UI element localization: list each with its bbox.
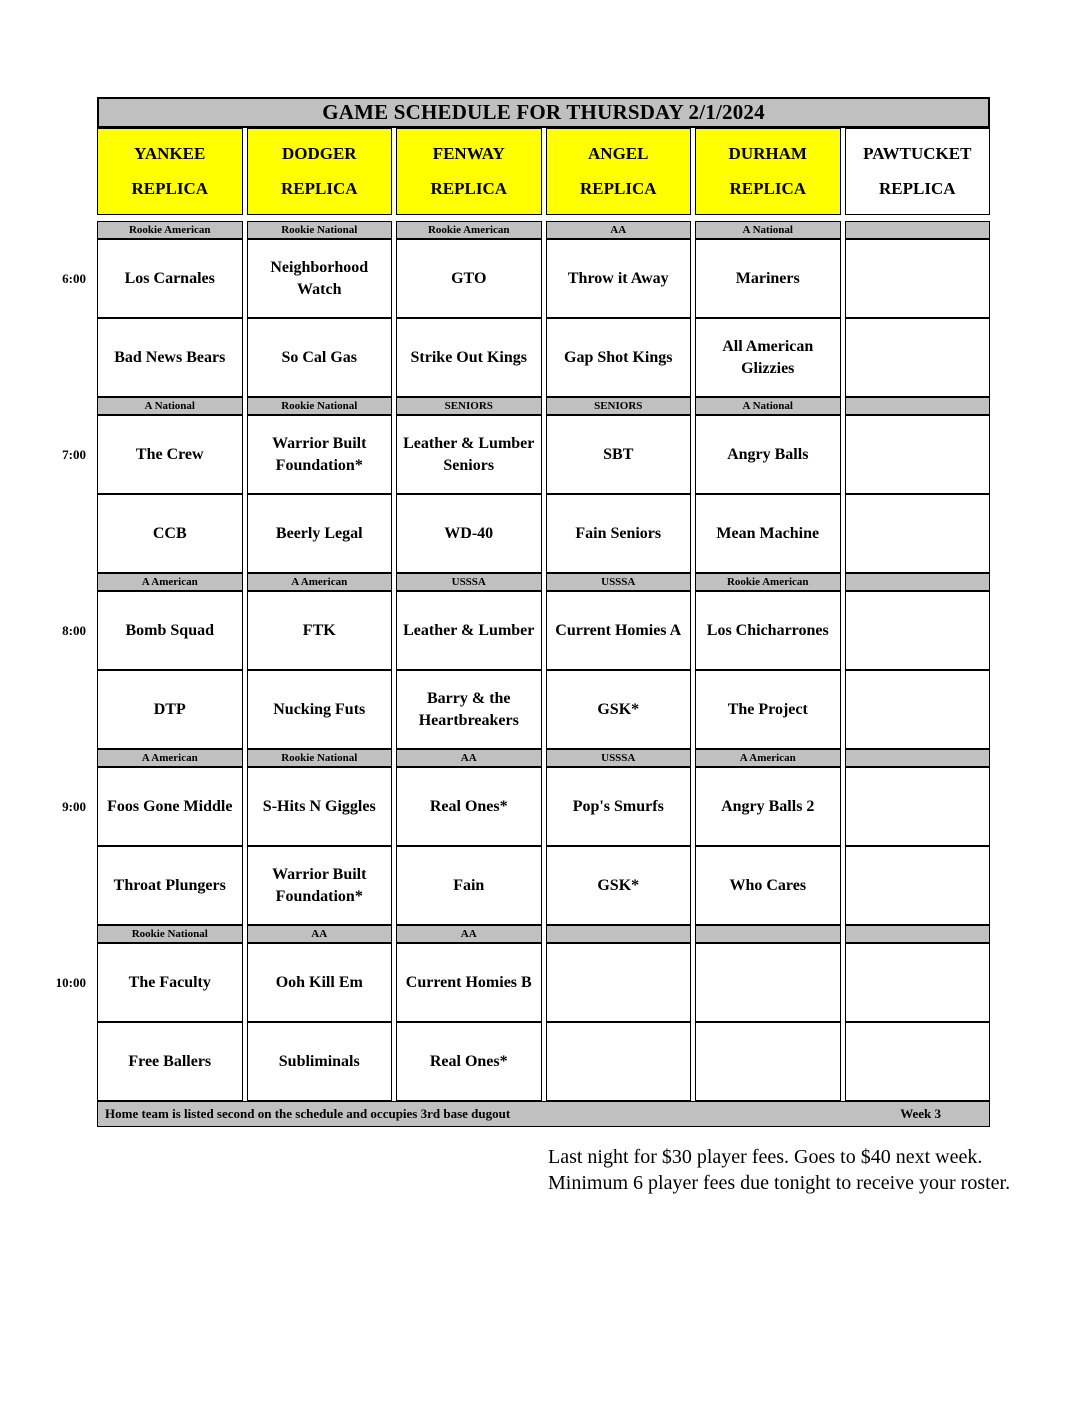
away-row-1000 — [97, 943, 990, 1022]
announcement — [548, 1144, 1048, 1196]
field-type: REPLICA — [430, 179, 507, 198]
away-row-700 — [97, 415, 990, 494]
team-cell — [845, 591, 991, 670]
team-cell — [845, 415, 991, 494]
team-cell: Throat Plungers — [97, 846, 243, 925]
team-cell: Nucking Futs — [247, 670, 393, 749]
division-cell — [845, 397, 991, 415]
footer-note: Home team is listed second on the schedule and occupies 3rd base dugout — [105, 1106, 511, 1121]
field-type: REPLICA — [579, 179, 657, 198]
team-cell: Pop's Smurfs — [546, 767, 692, 846]
team-cell — [845, 670, 991, 749]
time-label-8: 8:00 — [62, 623, 86, 638]
team-cell: Current Homies B — [396, 943, 542, 1022]
team-cell: Angry Balls — [695, 415, 841, 494]
team-cell: The Faculty — [97, 943, 243, 1022]
team-cell: Ooh Kill Em — [247, 943, 393, 1022]
announcement-line-2: Minimum 6 player fees due tonight to receive your roster. — [548, 1172, 1011, 1194]
division-cell: USSSA — [546, 573, 692, 591]
division-cell — [845, 221, 991, 239]
division-cell: Rookie American — [396, 221, 542, 239]
field-header-angel — [546, 128, 692, 215]
home-row-900 — [97, 846, 990, 925]
team-cell: FTK — [247, 591, 393, 670]
team-cell: Leather & Lumber — [396, 591, 542, 670]
team-cell — [546, 1022, 692, 1101]
division-cell: Rookie National — [247, 749, 393, 767]
division-cell: USSSA — [546, 749, 692, 767]
field-type: REPLICA — [878, 179, 956, 198]
team-cell: Real Ones* — [396, 1022, 542, 1101]
division-row-700 — [97, 397, 990, 415]
time-label-7: 7:00 — [62, 447, 86, 462]
division-cell: SENIORS — [546, 397, 692, 415]
field-header-durham — [695, 128, 841, 215]
team-cell: The Crew — [97, 415, 243, 494]
home-row-600 — [97, 318, 990, 397]
division-cell: A National — [695, 397, 841, 415]
home-row-800 — [97, 670, 990, 749]
field-header-yankee — [97, 128, 243, 215]
schedule-title: GAME SCHEDULE FOR THURSDAY 2/1/2024 — [97, 97, 990, 128]
field-header-row — [97, 128, 990, 215]
division-cell: A National — [97, 397, 243, 415]
team-cell — [845, 1022, 991, 1101]
team-cell — [845, 943, 991, 1022]
team-cell: GTO — [396, 239, 542, 318]
team-cell: Gap Shot Kings — [546, 318, 692, 397]
team-cell — [845, 318, 991, 397]
division-cell — [845, 749, 991, 767]
field-name: ANGEL — [588, 144, 649, 163]
field-name: DODGER — [281, 144, 357, 163]
division-cell: A American — [695, 749, 841, 767]
away-row-900 — [97, 767, 990, 846]
team-cell: Bomb Squad — [97, 591, 243, 670]
division-cell — [845, 925, 991, 943]
division-cell: SENIORS — [396, 397, 542, 415]
team-cell: So Cal Gas — [247, 318, 393, 397]
team-cell: Real Ones* — [396, 767, 542, 846]
team-cell: The Project — [695, 670, 841, 749]
division-row-1000 — [97, 925, 990, 943]
team-cell: Barry & the Heartbreakers — [396, 670, 542, 749]
division-cell: Rookie American — [695, 573, 841, 591]
footer-row — [97, 1101, 990, 1127]
team-cell: Angry Balls 2 — [695, 767, 841, 846]
team-cell: S-Hits N Giggles — [247, 767, 393, 846]
home-row-700 — [97, 494, 990, 573]
team-cell — [845, 767, 991, 846]
schedule-table — [97, 97, 990, 1127]
team-cell: Strike Out Kings — [396, 318, 542, 397]
field-header-pawtucket — [845, 128, 991, 215]
team-cell: Subliminals — [247, 1022, 393, 1101]
team-cell: WD-40 — [396, 494, 542, 573]
division-cell: A National — [695, 221, 841, 239]
division-cell — [845, 573, 991, 591]
division-cell: AA — [396, 749, 542, 767]
field-type: REPLICA — [729, 179, 806, 198]
division-cell: Rookie National — [97, 925, 243, 943]
team-cell: Neighborhood Watch — [247, 239, 393, 318]
team-cell — [845, 494, 991, 573]
field-type: REPLICA — [280, 179, 358, 198]
division-cell: AA — [247, 925, 393, 943]
team-cell: Current Homies A — [546, 591, 692, 670]
division-cell: A American — [97, 573, 243, 591]
team-cell: CCB — [97, 494, 243, 573]
field-name: FENWAY — [432, 144, 505, 163]
team-cell: GSK* — [546, 670, 692, 749]
division-row-600 — [97, 221, 990, 239]
field-name: PAWTUCKET — [863, 144, 972, 163]
field-name: DURHAM — [728, 144, 807, 163]
team-cell: Free Ballers — [97, 1022, 243, 1101]
division-cell: AA — [546, 221, 692, 239]
division-cell: Rookie American — [97, 221, 243, 239]
team-cell: Who Cares — [695, 846, 841, 925]
field-type: REPLICA — [131, 179, 208, 198]
division-cell: Rookie National — [247, 397, 393, 415]
division-row-900 — [97, 749, 990, 767]
team-cell: Los Carnales — [97, 239, 243, 318]
division-cell: USSSA — [396, 573, 542, 591]
team-cell: Los Chicharrones — [695, 591, 841, 670]
team-cell: Warrior Built Foundation* — [247, 846, 393, 925]
team-cell — [546, 943, 692, 1022]
division-cell: AA — [396, 925, 542, 943]
team-cell: Foos Gone Middle — [97, 767, 243, 846]
division-cell: A American — [247, 573, 393, 591]
away-row-800 — [97, 591, 990, 670]
team-cell — [695, 943, 841, 1022]
division-cell: A American — [97, 749, 243, 767]
team-cell: Bad News Bears — [97, 318, 243, 397]
team-cell: Fain Seniors — [546, 494, 692, 573]
team-cell: Mean Machine — [695, 494, 841, 573]
team-cell: Throw it Away — [546, 239, 692, 318]
time-label-9: 9:00 — [62, 799, 86, 814]
team-cell: DTP — [97, 670, 243, 749]
field-header-fenway — [396, 128, 542, 215]
team-cell: SBT — [546, 415, 692, 494]
away-row-600 — [97, 239, 990, 318]
week-label: Week 3 — [900, 1106, 941, 1121]
time-label-10: 10:00 — [55, 975, 86, 990]
team-cell: GSK* — [546, 846, 692, 925]
home-row-1000 — [97, 1022, 990, 1101]
team-cell: Leather & Lumber Seniors — [396, 415, 542, 494]
team-cell — [845, 846, 991, 925]
division-cell: Rookie National — [247, 221, 393, 239]
announcement-line-1: Last night for $30 player fees. Goes to $40 next week. — [548, 1146, 983, 1168]
time-label-6: 6:00 — [62, 271, 86, 286]
division-row-800 — [97, 573, 990, 591]
team-cell — [845, 239, 991, 318]
field-name: YANKEE — [134, 144, 206, 163]
team-cell: All American Glizzies — [695, 318, 841, 397]
division-cell — [695, 925, 841, 943]
team-cell — [695, 1022, 841, 1101]
field-header-dodger — [247, 128, 393, 215]
team-cell: Warrior Built Foundation* — [247, 415, 393, 494]
division-cell — [546, 925, 692, 943]
team-cell: Beerly Legal — [247, 494, 393, 573]
team-cell: Mariners — [695, 239, 841, 318]
team-cell: Fain — [396, 846, 542, 925]
